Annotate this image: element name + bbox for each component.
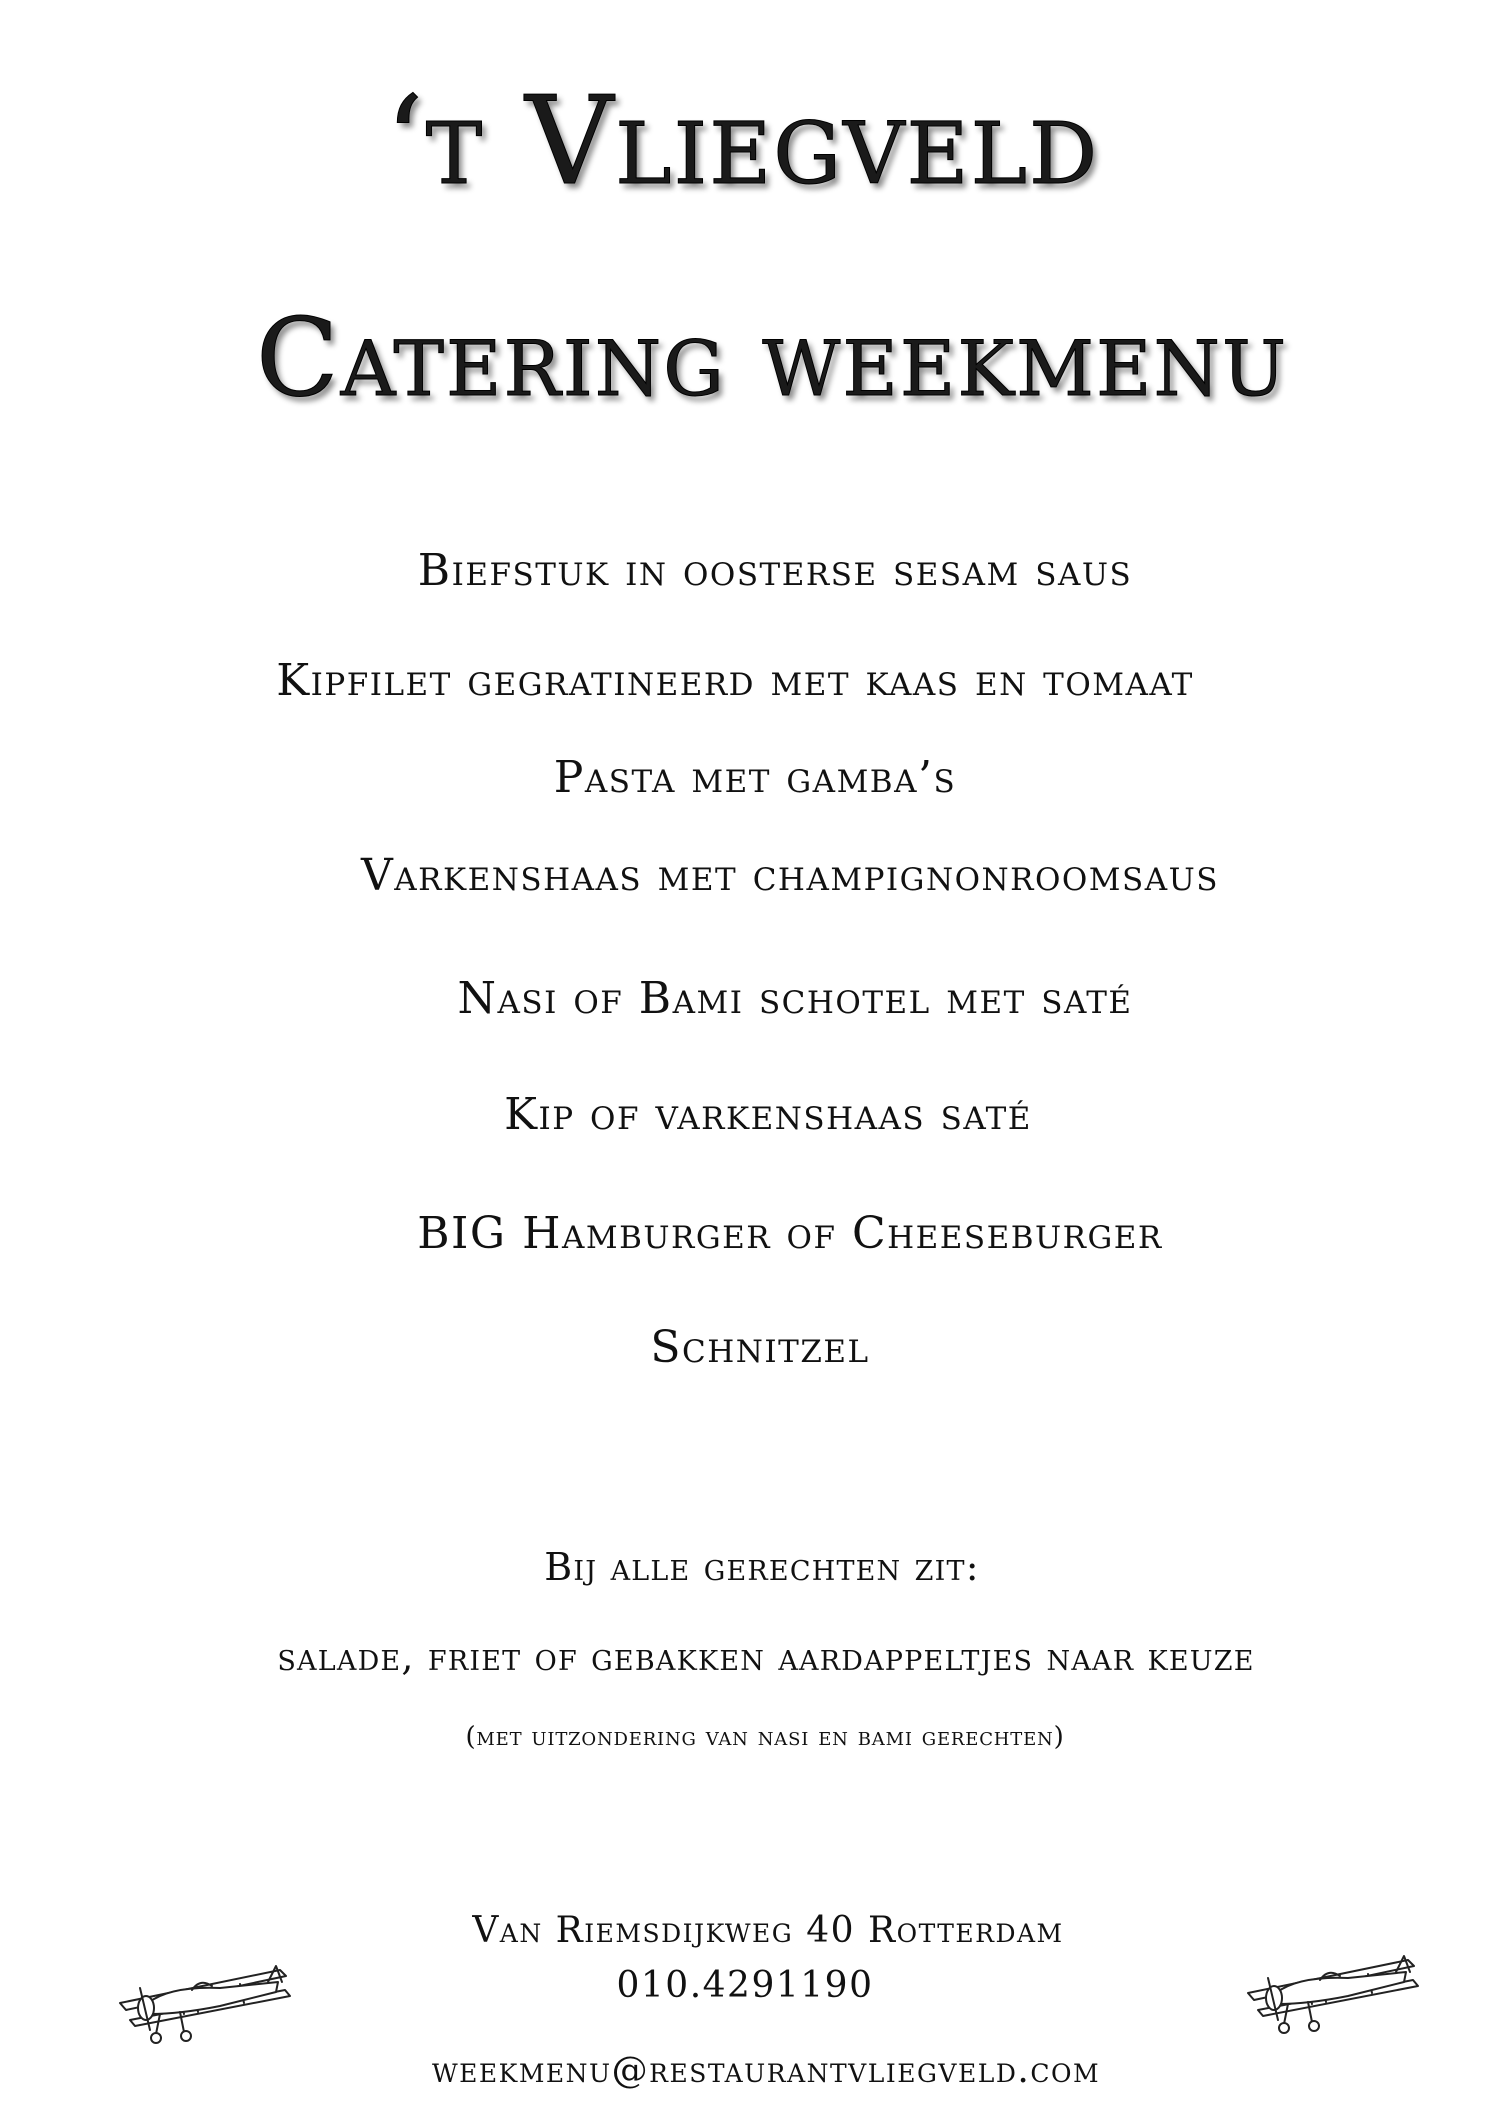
dish-item: Kipfilet gegratineerd met kaas en tomaat — [276, 655, 1194, 706]
biplane-icon — [100, 1948, 300, 2048]
contact-address: Van Riemsdijkweg 40 Rotterdam — [472, 1910, 1064, 1951]
contact-email: weekmenu@restaurantvliegveld.com — [431, 2050, 1101, 2091]
dish-item: Nasi of Bami schotel met saté — [457, 973, 1133, 1024]
included-heading: Bij alle gerechten zit: — [544, 1545, 980, 1589]
dish-item: Biefstuk in oosterse sesam saus — [417, 545, 1133, 596]
included-sides: salade, friet of gebakken aardappeltjes naar keuze — [277, 1635, 1255, 1679]
biplane-icon — [1228, 1938, 1428, 2038]
contact-phone: 010.4291190 — [616, 1965, 874, 2006]
restaurant-name: ‘t Vliegveld — [384, 70, 1100, 212]
included-exception: (met uitzondering van nasi en bami gerechten) — [465, 1722, 1065, 1752]
dish-item: BIG Hamburger of Cheeseburger — [417, 1208, 1163, 1259]
dish-item: Kip of varkenshaas saté — [504, 1089, 1032, 1140]
dish-item: Schnitzel — [650, 1322, 870, 1373]
dish-item: Pasta met gamba’s — [553, 752, 957, 803]
menu-title: Catering weekmenu — [255, 296, 1288, 421]
dish-item: Varkenshaas met champignonroomsaus — [360, 850, 1220, 901]
